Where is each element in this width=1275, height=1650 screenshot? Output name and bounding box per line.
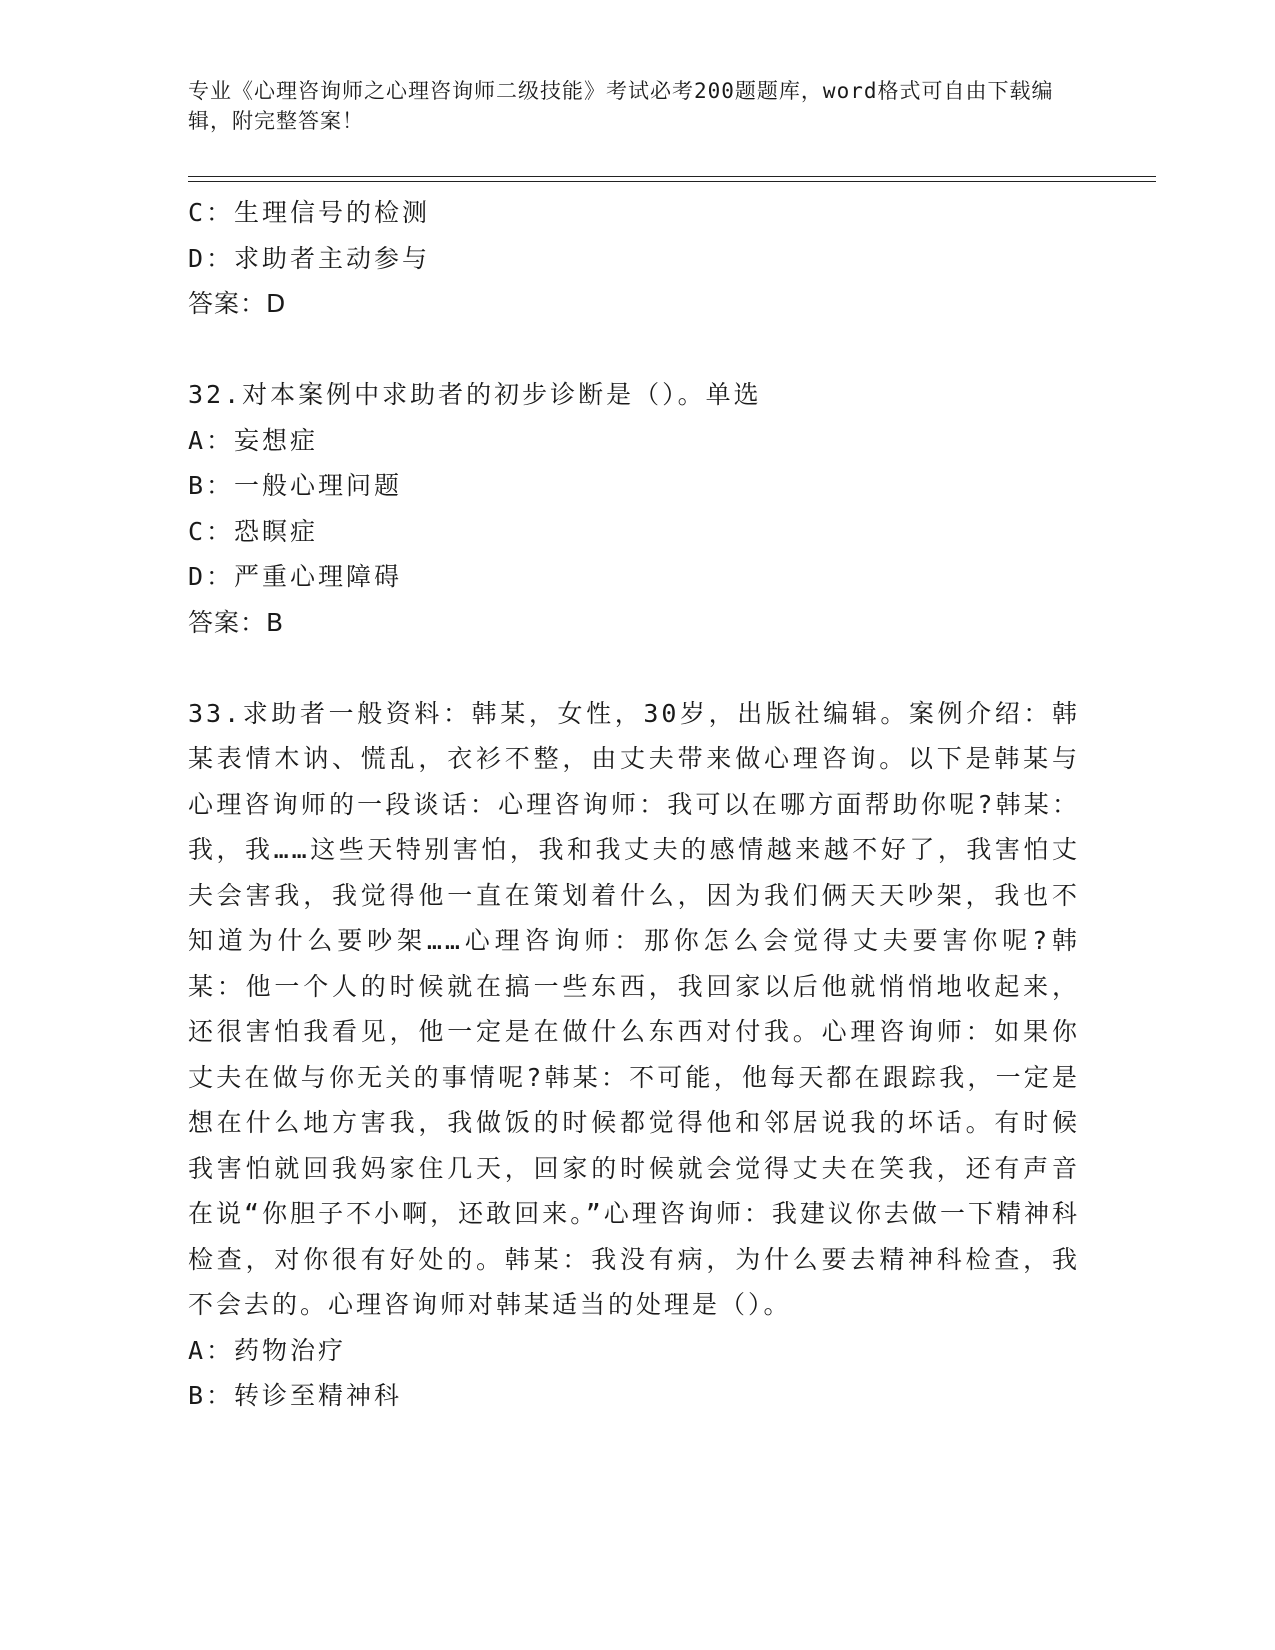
question-32: 32.对本案例中求助者的初步诊断是（）。单选	[188, 380, 762, 409]
q33-option-a: A：药物治疗	[188, 1335, 347, 1365]
question-33: 33.求助者一般资料：韩某，女性，30岁，出版社编辑。案例介绍：韩某表情木讷、慌乱，衣衫不整，由丈夫带来做心理咨询。以下是韩某与心理咨询师的一段谈话：心理咨询师：我可以在哪方面帮助你呢?韩某：我，我……这些天特别害怕，我和我丈夫的感情越来越不好了，我害怕丈夫会害我，我觉得他一直在策划着什么，因为我们俩天天吵架，我也不知道为什么要吵架……心理咨询师：那你怎么会觉得丈夫要害你呢?韩某：他一个人的时候就在搞一些东西，我回家以后他就悄悄地收起来，还很害怕我看见，他一定是在做什么东西对付我。心理咨询师：如果你丈夫在做与你无关的事情呢?韩某：不可能，他每天都在跟踪我，一定是想在什么地方害我，我做饭的时候都觉得他和邻居说我的坏话。有时候我害怕就回我妈家住几天，回家的时候就会觉得丈夫在笑我，还有声音在说“你胆子不小啊，还敢回来。”心理咨询师：我建议你去做一下精神科检查，对你很有好处的。韩某：我没有病，为什么要去精神科检查，我不会去的。心理咨询师对韩某适当的处理是（）。	[188, 698, 1080, 1319]
spacer	[188, 327, 1080, 373]
q32-option-b: B：一般心理问题	[188, 471, 403, 500]
header-rule-bottom	[188, 181, 1156, 182]
q33-option-b: B：转诊至精神科	[188, 1381, 403, 1410]
header-rule-top	[188, 176, 1156, 177]
q32-option-a: A：妄想症	[188, 425, 319, 455]
answer-line: 答案：D	[188, 289, 287, 318]
document-body	[188, 190, 1080, 1419]
spacer	[188, 645, 1080, 691]
q32-option-d: D：严重心理障碍	[188, 562, 403, 591]
option-d: D：求助者主动参与	[188, 243, 431, 273]
document-header: 专业《心理咨询师之心理咨询师二级技能》考试必考200题题库，word格式可自由下载编辑，附完整答案！	[188, 79, 1054, 133]
q32-answer: 答案：B	[188, 607, 285, 637]
q32-option-c: C：恐瞑症	[188, 516, 319, 546]
option-c: C：生理信号的检测	[188, 198, 431, 227]
